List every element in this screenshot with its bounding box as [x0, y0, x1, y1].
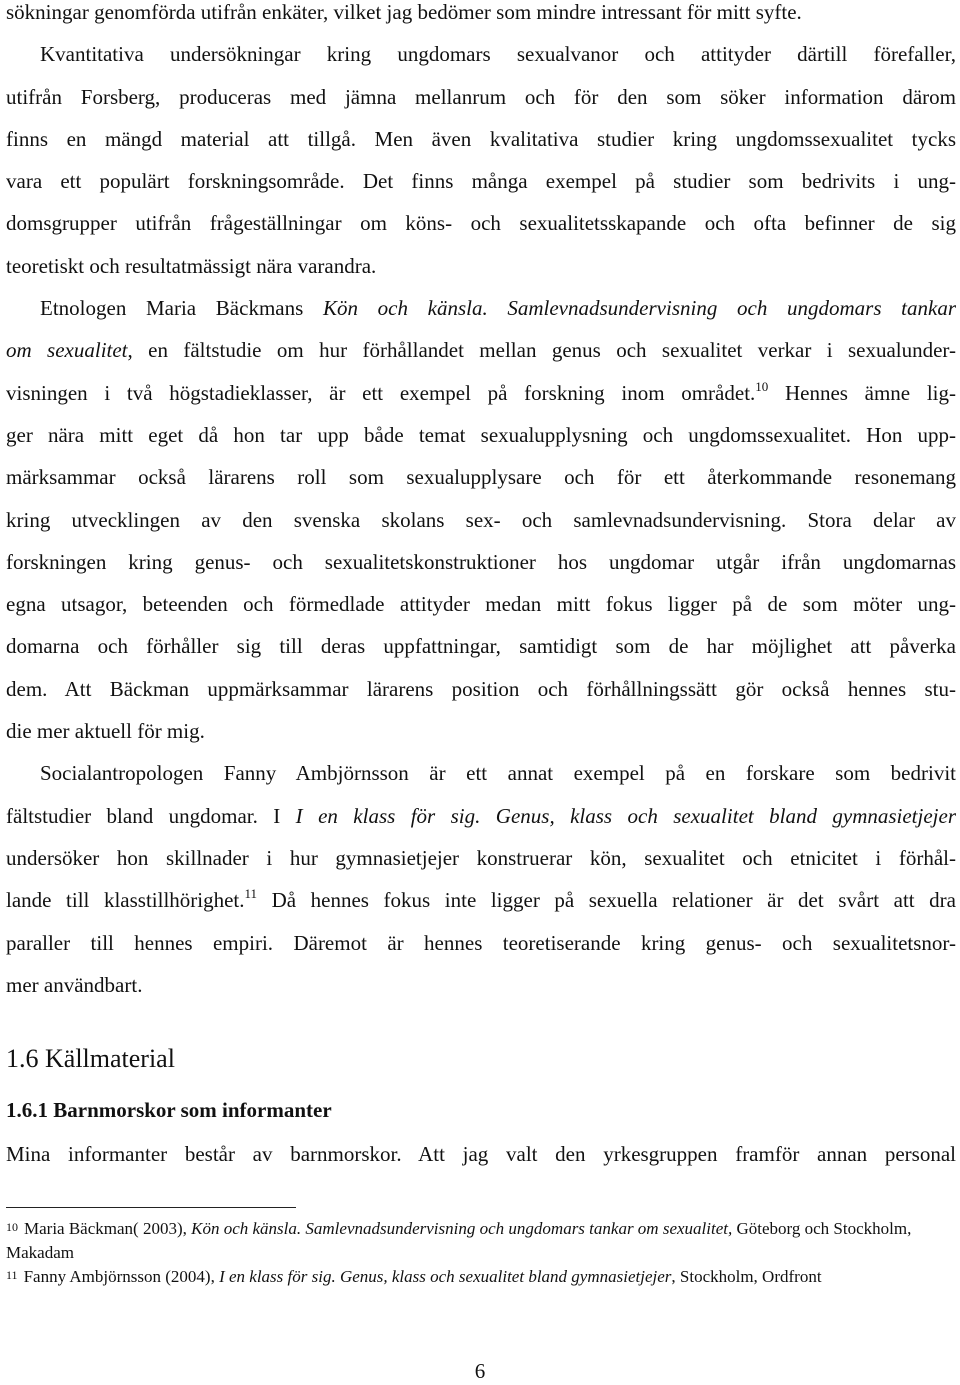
text-line: die mer aktuell för mig. — [6, 719, 205, 744]
footnote-ref[interactable]: 11 — [244, 886, 258, 902]
text-line: kring utvecklingen av den svenska skolans sex- och samlevnadsundervisning. Stora delar av — [6, 507, 956, 532]
subsection-heading: 1.6.1 Barnmorskor som informanter — [6, 1098, 332, 1122]
text-line: forskningen kring genus- och sexualitetskonstruktioner hos ungdomar utgår ifrån ungdomarnas — [6, 549, 956, 574]
text-line — [6, 372, 956, 414]
text-run: Etnologen Maria Bäckmans — [40, 296, 323, 321]
page-number: 6 — [474, 1359, 486, 1383]
text-run: Hennes ämne lig- — [768, 380, 956, 405]
footnote — [6, 1265, 956, 1289]
text-line: sökningar genomförda utifrån enkäter, vilket jag bedömer som mindre intressant för mitt syfte. — [6, 0, 802, 24]
text-line: teoretiskt och resultatmässigt nära varandra. — [6, 253, 377, 278]
section-heading: 1.6 Källmaterial — [6, 1044, 175, 1073]
text-line: utifrån Forsberg, produceras med jämna mellanrum och för den som söker information därom — [6, 84, 956, 109]
book-title: I en klass för sig. Genus, klass och sexualitet bland gymnasietjejer — [219, 1267, 672, 1286]
text-line: domarna och förhåller sig till deras uppfattningar, samtidigt som de har möjlighet att påverka — [6, 634, 956, 659]
footnote-ref[interactable]: 10 — [755, 378, 769, 394]
book-title: I en klass för sig. Genus, klass och sexualitet bland gymnasietjejer — [295, 803, 956, 828]
text-line: Socialantropologen Fanny Ambjörnsson är ett annat exempel på en forskare som bedrivit — [40, 761, 956, 786]
text-line: undersöker hon skillnader i hur gymnasietjejer konstruerar kön, sexualitet och etnicitet i förhål- — [6, 845, 956, 870]
text-line: mer användbart. — [6, 972, 143, 997]
text-line: ger nära mitt eget då hon tar upp både temat sexualupplysning och ungdomssexualitet. Hon upp- — [6, 422, 956, 447]
footnote-number: 10 — [6, 1220, 18, 1234]
text-run: fältstudier bland ungdomar. I — [6, 803, 296, 828]
text-line — [6, 329, 956, 371]
text-run: Göteborg och Stockholm, Makadam — [6, 1219, 912, 1262]
text-line — [6, 287, 956, 329]
book-title: Kön och känsla. Samlevnadsundervisning och ungdomars tankar om sexualitet, — [191, 1219, 733, 1238]
text-line: vara ett populärt forskningsområde. Det finns många exempel på studier som bedrivits i ung- — [6, 169, 956, 194]
text-line — [6, 879, 956, 921]
footnote-divider — [6, 1207, 296, 1208]
text-line: egna utsagor, beteenden och förmedlade attityder medan mitt fokus ligger på de som möter ung- — [6, 592, 956, 617]
footnote — [6, 1217, 956, 1265]
text-line: Kvantitativa undersökningar kring ungdomars sexualvanor och attityder därtill förefaller, — [40, 42, 956, 67]
paragraph: Mina informanter består av barnmorskor. Att jag valt den yrkesgruppen framför annan personal — [6, 1142, 956, 1166]
text-line: märksammar också lärarens roll som sexualupplysare och för ett återkommande resonemang — [6, 465, 956, 490]
text-line: dem. Att Bäckman uppmärksammar lärarens position och förhållningssätt gör också hennes stu- — [6, 676, 956, 701]
text-line: finns en mängd material att tillgå. Men även kvalitativa studier kring ungdomssexualitet tycks — [6, 126, 956, 151]
text-run: Då hennes fokus inte ligger på sexuella relationer är det svårt att dra — [257, 888, 956, 913]
text-run: , Stockholm, Ordfront — [671, 1267, 822, 1286]
text-line — [6, 795, 956, 837]
footnote-number: 11 — [6, 1268, 18, 1282]
text-line: domsgrupper utifrån frågeställningar om köns- och sexualitetsskapande och ofta befinner de sig — [6, 211, 956, 236]
book-title: om sexualitet — [6, 338, 128, 363]
book-title: Kön och känsla. Samlevnadsundervisning och ungdomars tankar — [322, 296, 956, 321]
text-line: paraller till hennes empiri. Däremot är hennes teoretiserande kring genus- och sexualitetsnor- — [6, 930, 956, 955]
text-run: lande till klasstillhörighet. — [6, 888, 245, 913]
text-run: Fanny Ambjörnsson (2004), — [23, 1267, 220, 1286]
text-run: Maria Bäckman( 2003), — [24, 1219, 192, 1238]
footnotes — [6, 1217, 956, 1289]
text-run: visningen i två högstadieklasser, är ett exempel på forskning inom området. — [6, 380, 756, 405]
body-text — [6, 0, 956, 1006]
text-run: , en fältstudie om hur förhållandet mellan genus och sexualitet verkar i sexualunder- — [127, 338, 956, 363]
